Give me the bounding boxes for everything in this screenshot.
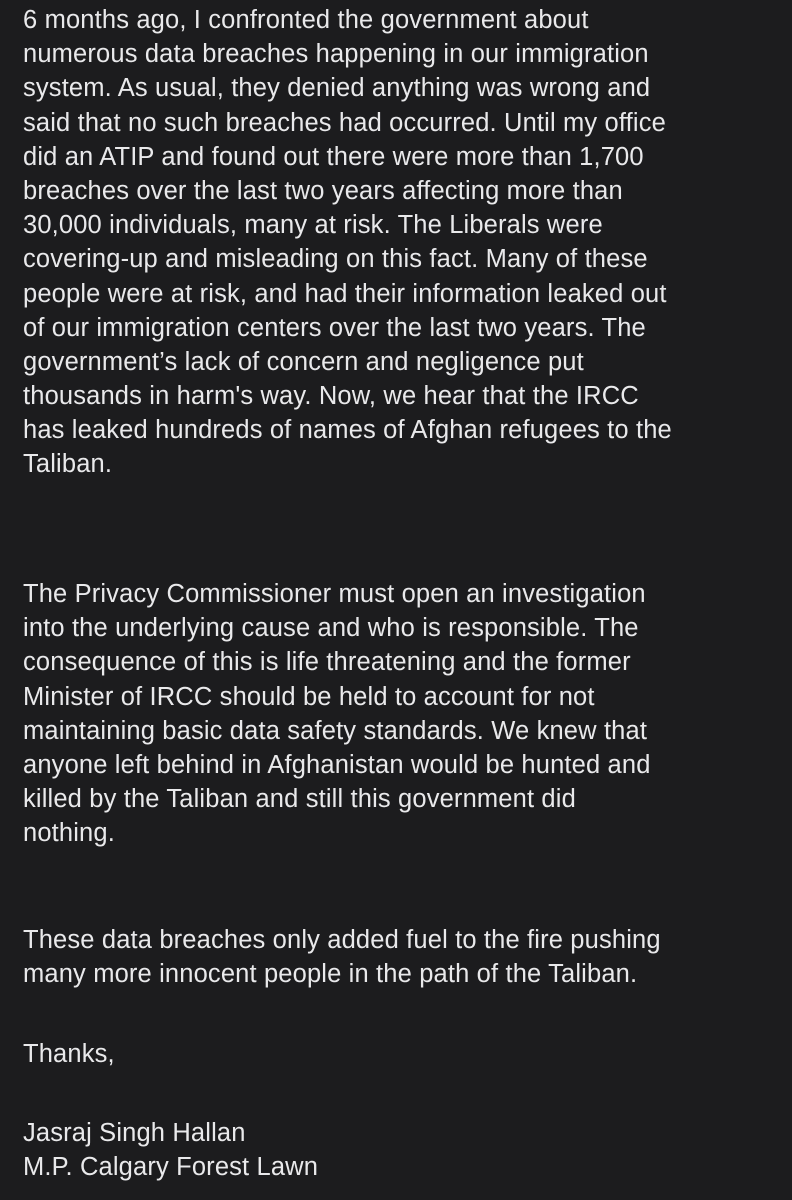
text-line: government’s lack of concern and negligence put [23,347,584,376]
text-line: said that no such breaches had occurred. Until my office [23,108,666,137]
text-line: did an ATIP and found out there were more than 1,700 [23,142,644,171]
text-line: consequence of this is life threatening and the former [23,648,631,677]
paragraph-2 [23,577,651,851]
text-line: Minister of IRCC should be held to account for not [23,682,595,711]
text-line: thousands in harm's way. Now, we hear that the IRCC [23,382,639,411]
paragraph-1 [23,3,672,482]
text-line: people were at risk, and had their information leaked out [23,279,667,308]
text-line: numerous data breaches happening in our immigration [23,40,649,69]
text-line: killed by the Taliban and still this government did [23,785,576,814]
text-line: of our immigration centers over the last two years. The [23,313,646,342]
text-line: many more innocent people in the path of the Taliban. [23,960,638,989]
text-line: covering-up and misleading on this fact. Many of these [23,245,648,274]
text-line: These data breaches only added fuel to the fire pushing [23,926,661,954]
text-line: maintaining basic data safety standards. We knew that [23,716,648,745]
text-line: breaches over the last two years affecting more than [23,176,623,205]
text-line: Taliban. [23,450,113,479]
signature-block [23,1116,318,1184]
text-line: nothing. [23,819,115,848]
closing-text: Thanks, [23,1040,115,1068]
text-line: has leaked hundreds of names of Afghan refugees to the [23,416,672,445]
text-line: anyone left behind in Afghanistan would be hunted and [23,750,651,779]
text-line: 6 months ago, I confronted the government about [23,6,589,34]
paragraph-3 [23,923,661,991]
text-line: 30,000 individuals, many at risk. The Liberals were [23,211,603,240]
text-line: The Privacy Commissioner must open an investigation [23,580,646,608]
text-line: into the underlying cause and who is responsible. The [23,614,639,643]
signature-name: Jasraj Singh Hallan [23,1119,246,1147]
closing [23,1037,115,1071]
signature-title: M.P. Calgary Forest Lawn [23,1153,319,1182]
text-line: system. As usual, they denied anything was wrong and [23,74,651,103]
